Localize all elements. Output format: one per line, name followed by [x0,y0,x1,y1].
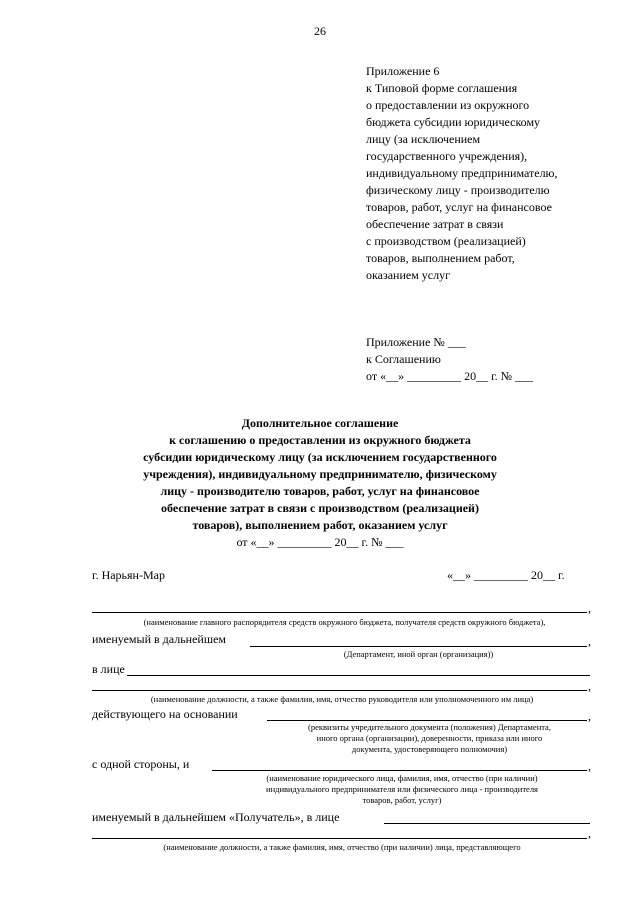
hint-main-admin: (наименование главного распорядителя средств окружного бюджета, получателя средств окружного бюджета), [143,617,546,627]
title-line: лицу - производителю товаров, работ, услуг на финансовое [160,484,480,498]
title-line: Дополнительное соглашение [241,416,399,430]
appendix-line: к Типовой форме соглашения [366,81,518,95]
hint-basis-1: (реквизиты учредительного документа (положения) Департамента, [308,722,551,732]
appendix-line: товаров, выполнением работ, [366,251,515,265]
named-recipient-label: именуемый в дальнейшем «Получатель», в лице [92,810,340,824]
signing-date: «__» _________ 20__ г. [447,568,565,582]
agreement-ref-line: от «__» _________ 20__ г. № ___ [366,369,534,383]
hint-department: (Департамент, иной орган (организация)) [343,649,494,659]
appendix-line: оказанием услуг [366,268,451,282]
agreement-ref-line: Приложение № ___ [366,335,466,349]
title-date-line: от «__» _________ 20__ г. № ___ [236,535,404,549]
title-line: товаров), выполнением работ, оказанием услуг [192,518,448,532]
appendix-line: бюджета субсидии юридическому [366,115,541,129]
document-title [0,415,640,551]
hint-basis-3: документа, удостоверяющего полномочия) [351,744,508,754]
title-line: учреждения), индивидуальному предпринимателю, физическому [143,467,497,481]
appendix-line: Приложение 6 [366,64,440,78]
comma: , [588,601,591,615]
appendix-line: товаров, работ, услуг на финансовое [366,200,552,214]
title-line: субсидии юридическому лицу (за исключением государственного [143,450,497,464]
title-line: обеспечение затрат в связи с производством (реализацией) [161,501,479,515]
recipient-person-field-line[interactable] [384,823,590,824]
hint-recipient-1: (наименование юридического лица, фамилия, имя, отчество (при наличии) [266,773,538,783]
person-field-line[interactable] [127,675,590,676]
basis-field-line[interactable] [267,720,587,721]
appendix-heading [366,63,558,284]
appendix-line: обеспечение затрат в связи [366,217,504,231]
appendix-line: лицу (за исключением [366,132,481,146]
appendix-line: индивидуальному предпринимателю, [366,166,558,180]
appendix-line: о предоставлении из окружного [366,98,530,112]
acting-basis-label: действующего на основании [92,707,238,721]
agreement-ref-line: к Соглашению [366,352,441,366]
title-line: к соглашению о предоставлении из окружного бюджета [169,433,471,447]
hint-recipient-3: товаров, работ, услуг) [362,795,442,805]
appendix-line: с производством (реализацией) [366,234,526,248]
comma: , [588,679,591,693]
recipient-person-field-line-2[interactable] [92,838,587,839]
comma: , [588,709,591,723]
agreement-reference [366,334,533,385]
appendix-line: государственного учреждения), [366,149,528,163]
city-name: г. Нарьян-Мар [92,568,165,582]
person-field-line-2[interactable] [92,690,587,691]
hint-position: (наименование должности, а также фамилия, имя, отчество руководителя или уполномоченного им лица) [150,694,534,704]
page-number: 26 [314,24,326,38]
comma: , [588,634,591,648]
hint-representative: (наименование должности, а также фамилия, имя, отчество (при наличии) лица, представляющего [163,842,521,852]
comma: , [588,826,591,840]
appendix-line: физическому лицу - производителю [366,183,550,197]
department-field-line[interactable] [250,646,587,647]
recipient-field-line[interactable] [212,770,587,771]
main-admin-field-line[interactable] [92,612,587,613]
hint-basis-2: иного органа (организации), доверенности, приказа или иного [316,733,543,743]
in-person-label: в лице [92,662,125,676]
comma: , [588,759,591,773]
one-side-label: с одной стороны, и [92,757,190,771]
named-hereafter-label: именуемый в дальнейшем [92,632,227,646]
hint-recipient-2: индивидуального предпринимателя или физического лица - производителя [266,784,538,794]
